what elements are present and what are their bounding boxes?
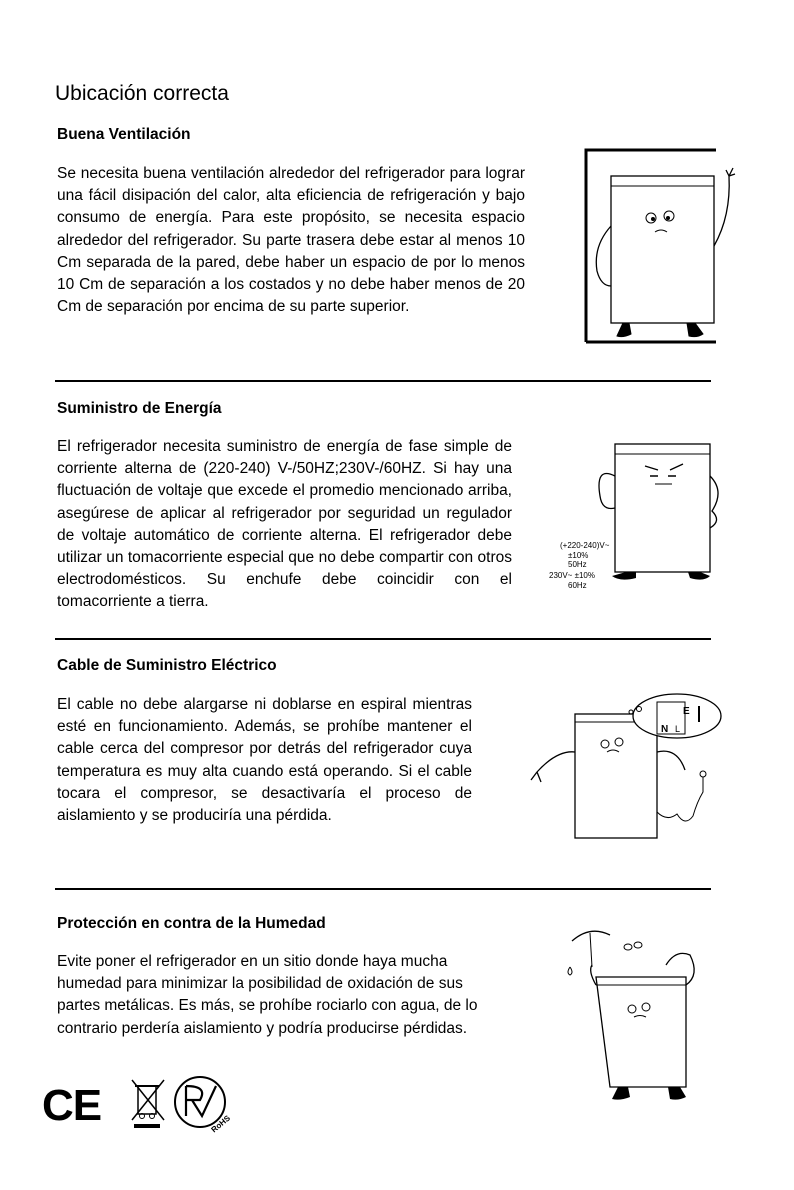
socket-label-live: L xyxy=(675,724,681,734)
section-divider xyxy=(55,380,711,382)
voltage-label-line5: 60Hz xyxy=(568,581,587,590)
voltage-label-line2: ±10% xyxy=(568,551,589,560)
page-title: Ubicación correcta xyxy=(55,82,229,105)
ce-mark: CE xyxy=(42,1081,102,1130)
rohs-mark-icon xyxy=(175,1077,232,1134)
certification-marks xyxy=(40,1072,240,1136)
section-divider xyxy=(55,638,711,640)
fridge-humidity-illustration xyxy=(560,925,720,1105)
rohs-label: RoHS xyxy=(209,1113,232,1135)
fridge-cable-illustration xyxy=(527,692,723,842)
section-title-humidity: Protección en contra de la Humedad xyxy=(57,915,326,932)
section-title-cable: Cable de Suministro Eléctrico xyxy=(57,657,277,674)
voltage-label-line4: 230V~ ±10% xyxy=(549,571,595,580)
voltage-label-line1: (+220-240)V~ xyxy=(560,541,610,550)
section-title-power: Suministro de Energía xyxy=(57,400,222,417)
section-body-power: El refrigerador necesita suministro de energía de fase simple de corriente alterna de (220-240) V-/50HZ;230V-/60HZ. Si hay una fluctuación de voltaje que excede el promedio mencionado arriba, asegúrese de aplicar al refrigerador por seguridad un regulador de voltaje automático de corriente alterna. El refrigerador debe utilizar un tomacorriente especial que no debe compartir con otros electrodomésticos. Su enchufe debe coincidir con el tomacorriente a tierra. xyxy=(57,438,512,611)
fridge-ventilation-illustration xyxy=(583,146,743,344)
section-body-ventilation: Se necesita buena ventilación alrededor del refrigerador para lograr una fácil disipación del calor, alta eficiencia de refrigeración y bajo consumo de energía. Para este propósito, se necesita espacio alrededor del refrigerador. Su parte trasera debe estar al menos 10 Cm separada de la pared, debe haber un espacio de por lo menos 10 Cm de separación a los costados y no debe haber menos de 20 Cm de separación por encima de su parte superior. xyxy=(57,165,525,316)
section-body-humidity: Evite poner el refrigerador en un sitio donde haya mucha humedad para minimizar la posibilidad de oxidación de sus partes metálicas. Es más, se prohíbe rociarlo con agua, de lo contrario perdería aislamiento y podría producirse pérdidas. xyxy=(57,953,478,1037)
section-divider xyxy=(55,888,711,890)
weee-bin-icon xyxy=(132,1080,164,1128)
section-body-cable: El cable no debe alargarse ni doblarse en espiral mientras esté en funcionamiento. Además, se prohíbe mantener el cable cerca del compresor por detrás del refrigerador cuya temperatura es muy alta cuando está operando. Si el cable tocara el compresor, se desactivaría el proceso de aislamiento y se produciría una pérdida. xyxy=(57,696,472,825)
socket-label-neutral: N xyxy=(661,724,669,735)
socket-label-earth: E xyxy=(683,706,690,717)
section-title-ventilation: Buena Ventilación xyxy=(57,126,191,143)
fridge-power-illustration xyxy=(540,436,720,598)
voltage-label-line3: 50Hz xyxy=(568,560,587,569)
